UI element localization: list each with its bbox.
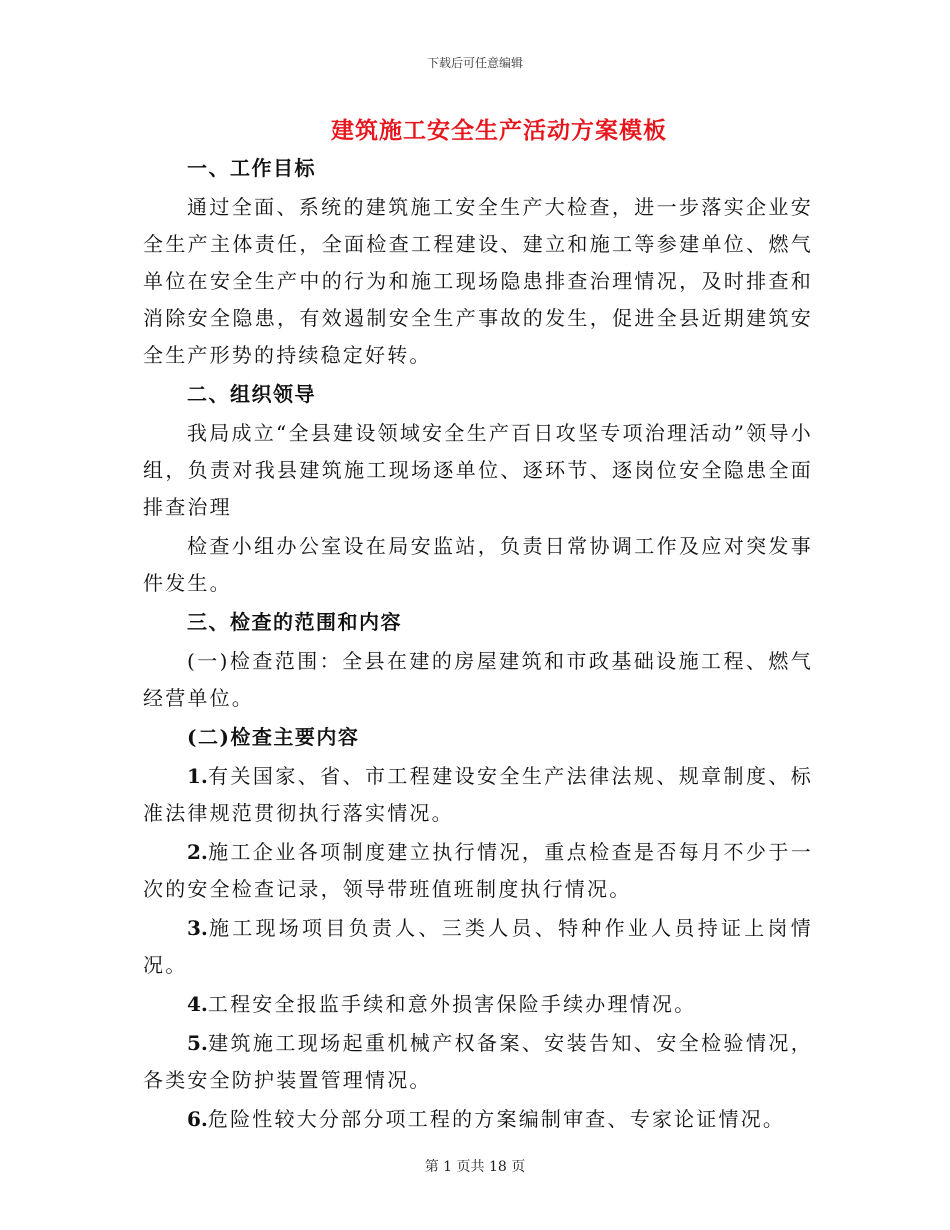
- list-item-text: 危险性较大分部分项工程的方案编制审查、专家论证情况。: [207, 1107, 786, 1131]
- section-1-heading: 一、工作目标: [187, 156, 316, 180]
- list-item-text: 工程安全报监手续和意外损害保险手续办理情况。: [207, 992, 697, 1016]
- section-3-sub-heading: (二)检查主要内容: [187, 725, 360, 749]
- page-footer: 第 1 页共 18 页: [424, 1159, 526, 1175]
- list-item-number: 5.: [187, 1031, 208, 1055]
- document-title: 建筑施工安全生产活动方案模板: [331, 117, 667, 144]
- section-3-heading: 三、检查的范围和内容: [187, 610, 402, 634]
- list-item-text: 施工现场项目负责人、三类人员、特种作业人员持证上岗情况。: [143, 916, 813, 977]
- list-item-text: 建筑施工现场起重机械产权备案、安装告知、安全检验情况，各类安全防护装置管理情况。: [143, 1031, 813, 1092]
- list-item: [143, 834, 813, 908]
- document-body: [143, 150, 813, 1140]
- list-item-number: 2.: [187, 840, 208, 864]
- list-item-text: 施工企业各项制度建立执行情况，重点检查是否每月不少于一次的安全检查记录，领导带班值班制度执行情况。: [143, 840, 813, 901]
- list-item-number: 4.: [187, 992, 208, 1016]
- list-item: [143, 910, 813, 984]
- section-2-paragraph-2: 检查小组办公室设在局安监站，负责日常协调工作及应对突发事件发生。: [143, 534, 813, 595]
- list-item-text: 有关国家、省、市工程建设安全生产法律法规、规章制度、标准法律规范贯彻执行落实情况。: [143, 764, 813, 825]
- list-item-number: 3.: [187, 916, 208, 940]
- list-item: [143, 1025, 813, 1099]
- header-note: 下载后可任意编辑: [426, 56, 523, 70]
- list-item: [143, 986, 813, 1023]
- list-item: [143, 1101, 813, 1138]
- list-item-number: 6.: [187, 1107, 208, 1131]
- list-item-number: 1.: [187, 764, 208, 788]
- list-item: [143, 758, 813, 832]
- section-3-paragraph-scope: (一)检查范围：全县在建的房屋建筑和市政基础设施工程、燃气经营单位。: [143, 649, 813, 710]
- section-1-paragraph: 通过全面、系统的建筑施工安全生产大检查，进一步落实企业安全生产主体责任，全面检查工程建设、建立和施工等参建单位、燃气单位在安全生产中的行为和施工现场隐患排查治理情况，及时排查和消除安全隐患，有效遏制安全生产事故的发生，促进全县近期建筑安全生产形势的持续稳定好转。: [143, 195, 813, 367]
- section-2-paragraph-1: 我局成立“全县建设领域安全生产百日攻坚专项治理活动”领导小组，负责对我县建筑施工现场逐单位、逐环节、逐岗位安全隐患全面排查治理: [143, 421, 813, 519]
- section-2-heading: 二、组织领导: [187, 382, 316, 406]
